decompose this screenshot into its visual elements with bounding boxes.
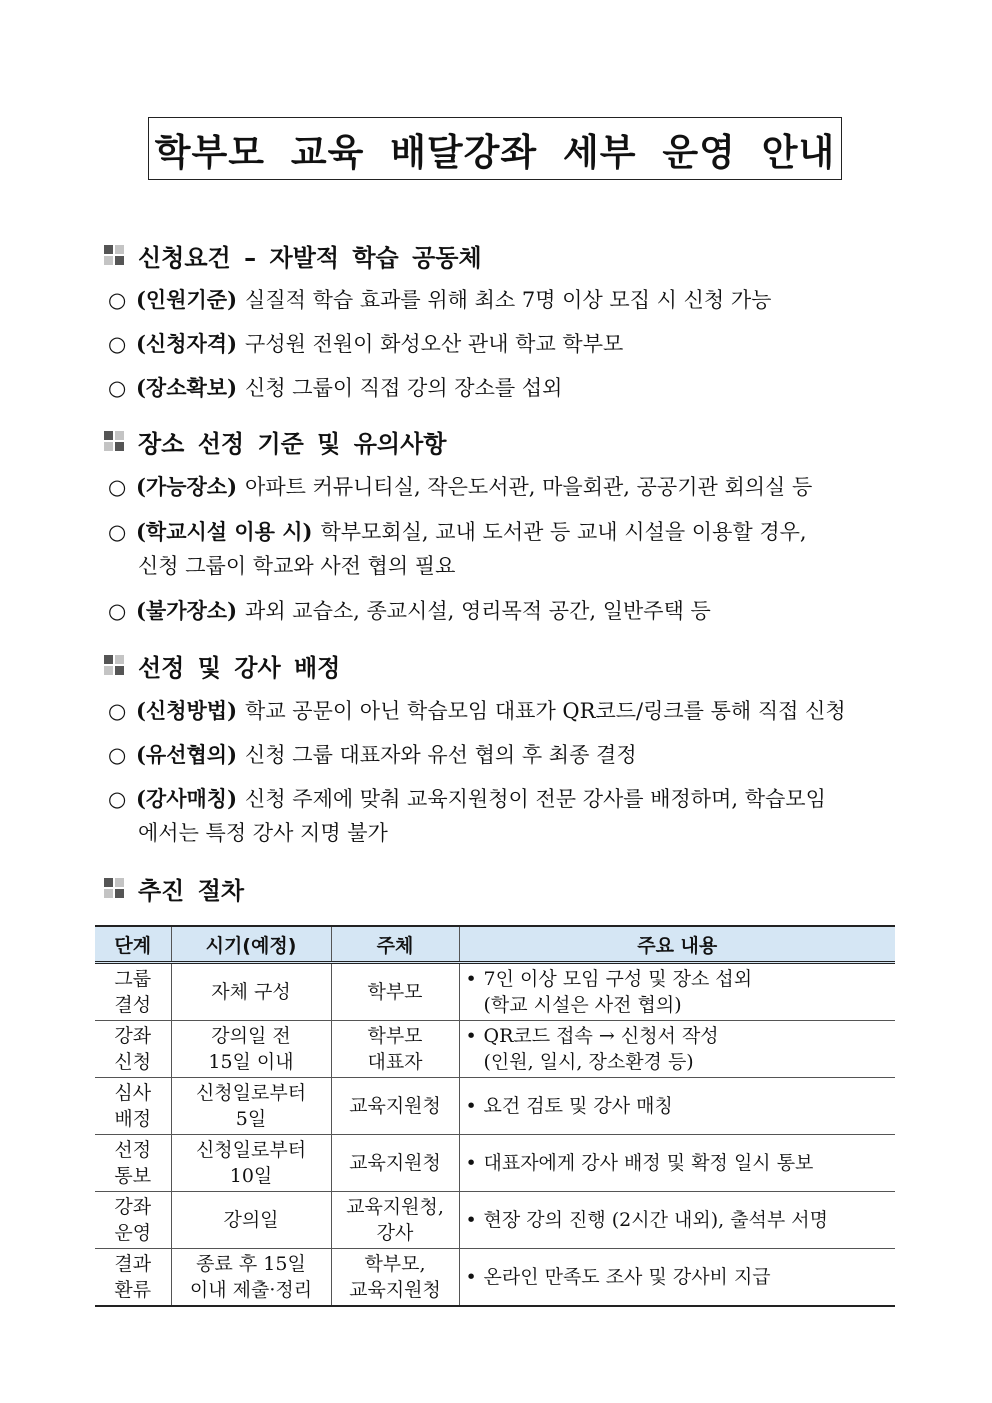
- circle-bullet-icon: ○: [108, 787, 127, 811]
- cell-step: 심사 배정: [95, 1078, 171, 1135]
- list-item: ○ (장소확보) 신청 그룹이 직접 강의 장소를 섭외: [108, 371, 898, 405]
- square-bullet-icon: [104, 655, 124, 675]
- cell-content: • QR코드 접속 → 신청서 작성 (인원, 일시, 장소환경 등): [459, 1021, 895, 1078]
- procedure-table: [95, 925, 895, 1307]
- document-title-box: [148, 117, 842, 180]
- cell-who: 교육지원청: [331, 1135, 459, 1192]
- cell-time: 강의일 전 15일 이내: [171, 1021, 331, 1078]
- circle-bullet-icon: ○: [108, 332, 127, 356]
- cell-content: • 현장 강의 진행 (2시간 내외), 출석부 서명: [459, 1192, 895, 1249]
- cell-time: 신청일로부터 10일: [171, 1135, 331, 1192]
- table-row: [95, 1249, 895, 1307]
- cell-time: 종료 후 15일 이내 제출·정리: [171, 1249, 331, 1307]
- cell-time: 신청일로부터 5일: [171, 1078, 331, 1135]
- document-title: 학부모 교육 배달강좌 세부 운영 안내: [154, 130, 836, 174]
- section-heading-procedure: 추진 절차: [104, 873, 244, 903]
- cell-content: • 온라인 만족도 조사 및 강사비 지급: [459, 1249, 895, 1307]
- section-heading-requirements: 신청요건 – 자발적 학습 공동체: [104, 240, 482, 270]
- table-row: [95, 1135, 895, 1192]
- cell-content: • 대표자에게 강사 배정 및 확정 일시 통보: [459, 1135, 895, 1192]
- cell-who: 학부모, 교육지원청: [331, 1249, 459, 1307]
- cell-step: 선정 통보: [95, 1135, 171, 1192]
- list-item: ○ (신청방법) 학교 공문이 아닌 학습모임 대표가 QR코드/링크를 통해 직접 신청: [108, 694, 898, 728]
- circle-bullet-icon: ○: [108, 376, 127, 400]
- section-heading-venue: 장소 선정 기준 및 유의사항: [104, 426, 446, 456]
- list-item: ○ (강사매칭) 신청 주제에 맞춰 교육지원청이 전문 강사를 배정하며, 학습모임 에서는 특정 강사 지명 불가: [108, 782, 898, 850]
- list-item: ○ (학교시설 이용 시) 학부모회실, 교내 도서관 등 교내 시설을 이용할 경우, 신청 그룹이 학교와 사전 협의 필요: [108, 515, 898, 583]
- cell-who: 학부모 대표자: [331, 1021, 459, 1078]
- header-content: 주요 내용: [459, 926, 895, 963]
- table-row: [95, 963, 895, 1021]
- dot-bullet-icon: •: [465, 968, 477, 990]
- header-step: 단계: [95, 926, 171, 963]
- circle-bullet-icon: ○: [108, 475, 127, 499]
- square-bullet-icon: [104, 245, 124, 265]
- cell-who: 학부모: [331, 963, 459, 1021]
- table-row: [95, 1021, 895, 1078]
- cell-time: 자체 구성: [171, 963, 331, 1021]
- square-bullet-icon: [104, 878, 124, 898]
- table-row: [95, 1078, 895, 1135]
- cell-time: 강의일: [171, 1192, 331, 1249]
- cell-step: 강좌 신청: [95, 1021, 171, 1078]
- circle-bullet-icon: ○: [108, 599, 127, 623]
- square-bullet-icon: [104, 431, 124, 451]
- list-item: ○ (유선협의) 신청 그룹 대표자와 유선 협의 후 최종 결정: [108, 738, 898, 772]
- list-item: ○ (불가장소) 과외 교습소, 종교시설, 영리목적 공간, 일반주택 등: [108, 594, 898, 628]
- section-heading-selection: 선정 및 강사 배정: [104, 650, 340, 680]
- list-item: ○ (인원기준) 실질적 학습 효과를 위해 최소 7명 이상 모집 시 신청 가능: [108, 283, 898, 317]
- list-item: ○ (신청자격) 구성원 전원이 화성오산 관내 학교 학부모: [108, 327, 898, 361]
- list-item: ○ (가능장소) 아파트 커뮤니티실, 작은도서관, 마을회관, 공공기관 회의실 등: [108, 470, 898, 504]
- circle-bullet-icon: ○: [108, 743, 127, 767]
- table-header-row: [95, 926, 895, 963]
- cell-content: • 7인 이상 모임 구성 및 장소 섭외 (학교 시설은 사전 협의): [459, 963, 895, 1021]
- dot-bullet-icon: •: [465, 1152, 477, 1174]
- cell-step: 결과 환류: [95, 1249, 171, 1307]
- cell-content: • 요건 검토 및 강사 매칭: [459, 1078, 895, 1135]
- cell-who: 교육지원청, 강사: [331, 1192, 459, 1249]
- header-time: 시기(예정): [171, 926, 331, 963]
- dot-bullet-icon: •: [465, 1209, 477, 1231]
- cell-step: 그룹 결성: [95, 963, 171, 1021]
- dot-bullet-icon: •: [465, 1025, 477, 1047]
- circle-bullet-icon: ○: [108, 699, 127, 723]
- dot-bullet-icon: •: [465, 1266, 477, 1288]
- header-who: 주체: [331, 926, 459, 963]
- dot-bullet-icon: •: [465, 1095, 477, 1117]
- table-row: [95, 1192, 895, 1249]
- circle-bullet-icon: ○: [108, 288, 127, 312]
- cell-who: 교육지원청: [331, 1078, 459, 1135]
- cell-step: 강좌 운영: [95, 1192, 171, 1249]
- circle-bullet-icon: ○: [108, 520, 127, 544]
